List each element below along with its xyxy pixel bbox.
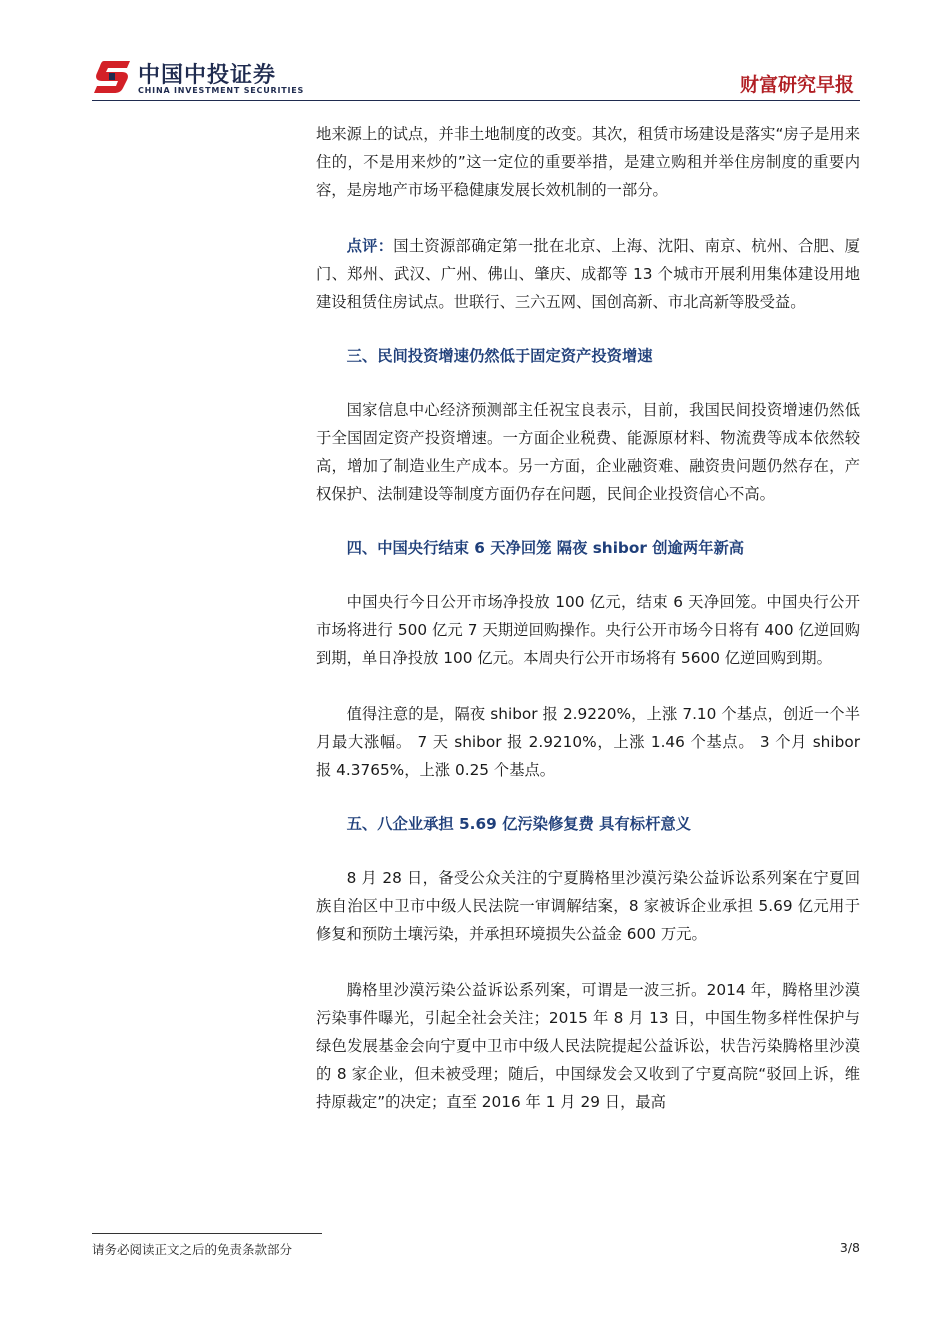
logo-mark-icon (92, 60, 132, 94)
section-heading-4: 四、中国央行结束 6 天净回笼 隔夜 shibor 创逾两年新高 (346, 539, 745, 557)
logo-chinese-name: 中国中投证券 (138, 63, 277, 88)
logo-english-name: CHINA INVESTMENT SECURITIES (138, 86, 305, 95)
paragraph: 国家信息中心经济预测部主任祝宝良表示，目前，我国民间投资增速仍然低于全国固定资产投资增速。一方面企业税费、能源原材料、物流费等成本依然较高，增加了制造业生产成本。另一方面，企业融资难、融资贵问题仍然存在，产权保护、法制建设等制度方面仍存在问题，民间企业投资信心不高。 (316, 401, 860, 503)
header-divider (92, 100, 860, 101)
paragraph: 8 月 28 日，备受公众关注的宁夏腾格里沙漠污染公益诉讼系列案在宁夏回族自治区中卫市中级人民法院一审调解结案，8 家被诉企业承担 5.69 亿元用于修复和预防土壤污染，并承担环境损失公益金 600 万元。 (316, 869, 860, 943)
paragraph: 值得注意的是，隔夜 shibor 报 2.9220%，上涨 7.10 个基点，创近一个半月最大涨幅。 7 天 shibor 报 2.9210%，上涨 1.46 个基点。 3 个月 shibor 报 4.3765%，上涨 0.25 个基点。 (316, 705, 860, 779)
comment-paragraph (316, 232, 860, 316)
section-heading-5: 五、八企业承担 5.69 亿污染修复费 具有标杆意义 (346, 815, 691, 833)
article-body (316, 120, 860, 1116)
report-title: 财富研究早报 (739, 74, 854, 96)
comment-label: 点评： (346, 237, 394, 255)
page-header (92, 58, 860, 100)
comment-text: 国土资源部确定第一批在北京、上海、沈阳、南京、杭州、合肥、厦门、郑州、武汉、广州、佛山、肇庆、成都等 13 个城市开展利用集体建设用地建设租赁住房试点。世联行、三六五网、国创高新、市北高新等股受益。 (316, 237, 860, 311)
paragraph: 地来源上的试点，并非土地制度的改变。其次，租赁市场建设是落实“房子是用来住的，不是用来炒的”这一定位的重要举措，是建立购租并举住房制度的重要内容，是房地产市场平稳健康发展长效机制的一部分。 (316, 125, 860, 199)
page-number: 3/8 (839, 1240, 860, 1255)
footer-disclaimer: 请务必阅读正文之后的免责条款部分 (92, 1242, 293, 1257)
paragraph: 腾格里沙漠污染公益诉讼系列案，可谓是一波三折。2014 年，腾格里沙漠污染事件曝光，引起全社会关注；2015 年 8 月 13 日，中国生物多样性保护与绿色发展基金会向宁夏中卫市中级人民法院提起公益诉讼，状告污染腾格里沙漠的 8 家企业，但未被受理；随后，中国绿发会又收到了宁夏高院“驳回上诉，维持原裁定”的决定；直至 2016 年 1 月 29 日，最高 (316, 981, 860, 1111)
company-logo (92, 58, 352, 98)
footer-divider (92, 1233, 322, 1234)
section-heading-3: 三、民间投资增速仍然低于固定资产投资增速 (346, 347, 653, 365)
paragraph: 中国央行今日公开市场净投放 100 亿元，结束 6 天净回笼。中国央行公开市场将进行 500 亿元 7 天期逆回购操作。央行公开市场今日将有 400 亿逆回购到期，单日净投放 100 亿元。本周央行公开市场将有 5600 亿逆回购到期。 (316, 593, 860, 667)
